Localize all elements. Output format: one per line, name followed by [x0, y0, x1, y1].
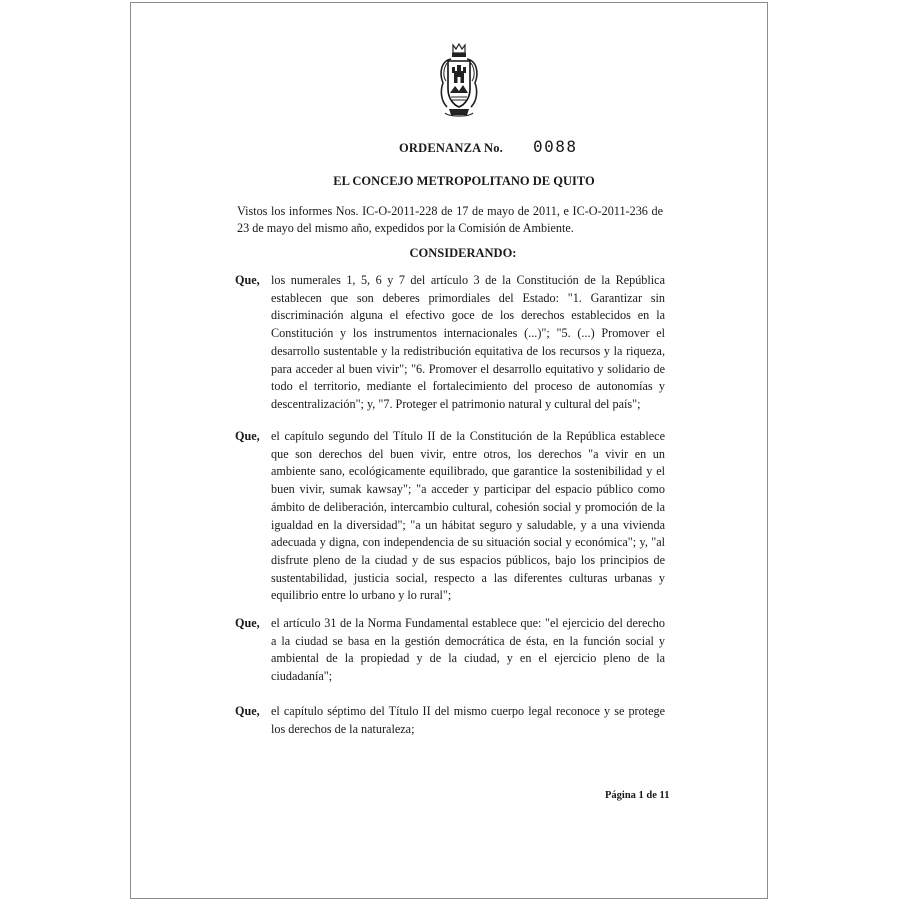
clause-text: los numerales 1, 5, 6 y 7 del artículo 3 de la Constitución de la República establecen que son deberes primordiales del Estado: "1. Garantizar sin discriminación alguna el efectivo goce de los derechos establecidos en la Constitución y los instrumentos internacionales (...)"; "5. (...) Promover el desarrollo sustentable y la redistribución equitativa de los recursos y la riqueza, para acceder al buen vivir"; "6. Promover el desarrollo equitativo y solidario de todo el territorio, mediante el fortalecimiento del proceso de autonomías y descentralización"; y, "7. Proteger el patrimonio natural y cultural del país";	[271, 273, 665, 411]
ordinance-title	[399, 137, 578, 156]
clause-3	[235, 615, 665, 686]
clause-label: Que,	[235, 273, 260, 287]
ordinance-number: 0088	[533, 137, 578, 156]
clause-label: Que,	[235, 704, 260, 718]
clause-2	[235, 428, 665, 605]
clause-text: el capítulo segundo del Título II de la Constitución de la República establece que son derechos del buen vivir, entre otros, los derechos "a vivir en un ambiente sano, ecológicamente equilibrado, que garantice la sostenibilidad y el buen vivir, sumak kawsay"; "a acceder y participar del espacio público como ámbito de deliberación, intercambio cultural, cohesión social y promoción de la igualdad en la diversidad"; "a un hábitat seguro y saludable, y a una vivienda adecuada y digna, con independencia de su situación social y económica"; y, "al disfrute pleno de la ciudad y de sus espacios públicos, bajo los principios de sustentabilidad, justicia social, respecto a las diferentes culturas urbanas y equilibrio entre lo urbano y lo rural";	[271, 429, 665, 603]
document-page	[130, 2, 768, 899]
clause-label: Que,	[235, 429, 260, 443]
quito-coat-of-arms-icon	[437, 43, 481, 119]
page-number: Página 1 de 11	[605, 790, 670, 801]
council-heading: EL CONCEJO METROPOLITANO DE QUITO	[333, 174, 595, 188]
clause-text: el capítulo séptimo del Título II del mismo cuerpo legal reconoce y se protege los derechos de la naturaleza;	[271, 704, 665, 736]
clause-1	[235, 272, 665, 414]
considerando-heading: CONSIDERANDO:	[409, 246, 517, 260]
vistos-paragraph: Vistos los informes Nos. IC-O-2011-228 de 17 de mayo de 2011, e IC-O-2011-236 de 23 de mayo del mismo año, expedidos por la Comisión de Ambiente.	[237, 204, 663, 235]
ordinance-label: ORDENANZA No.	[399, 141, 503, 155]
clause-text: el artículo 31 de la Norma Fundamental establece que: "el ejercicio del derecho a la ciudad se basa en la gestión democrática de ésta, en la función social y ambiental de la propiedad y de la ciudad, y en el ejercicio pleno de la ciudadanía";	[271, 616, 665, 684]
clause-4	[235, 703, 665, 738]
clause-label: Que,	[235, 616, 260, 630]
